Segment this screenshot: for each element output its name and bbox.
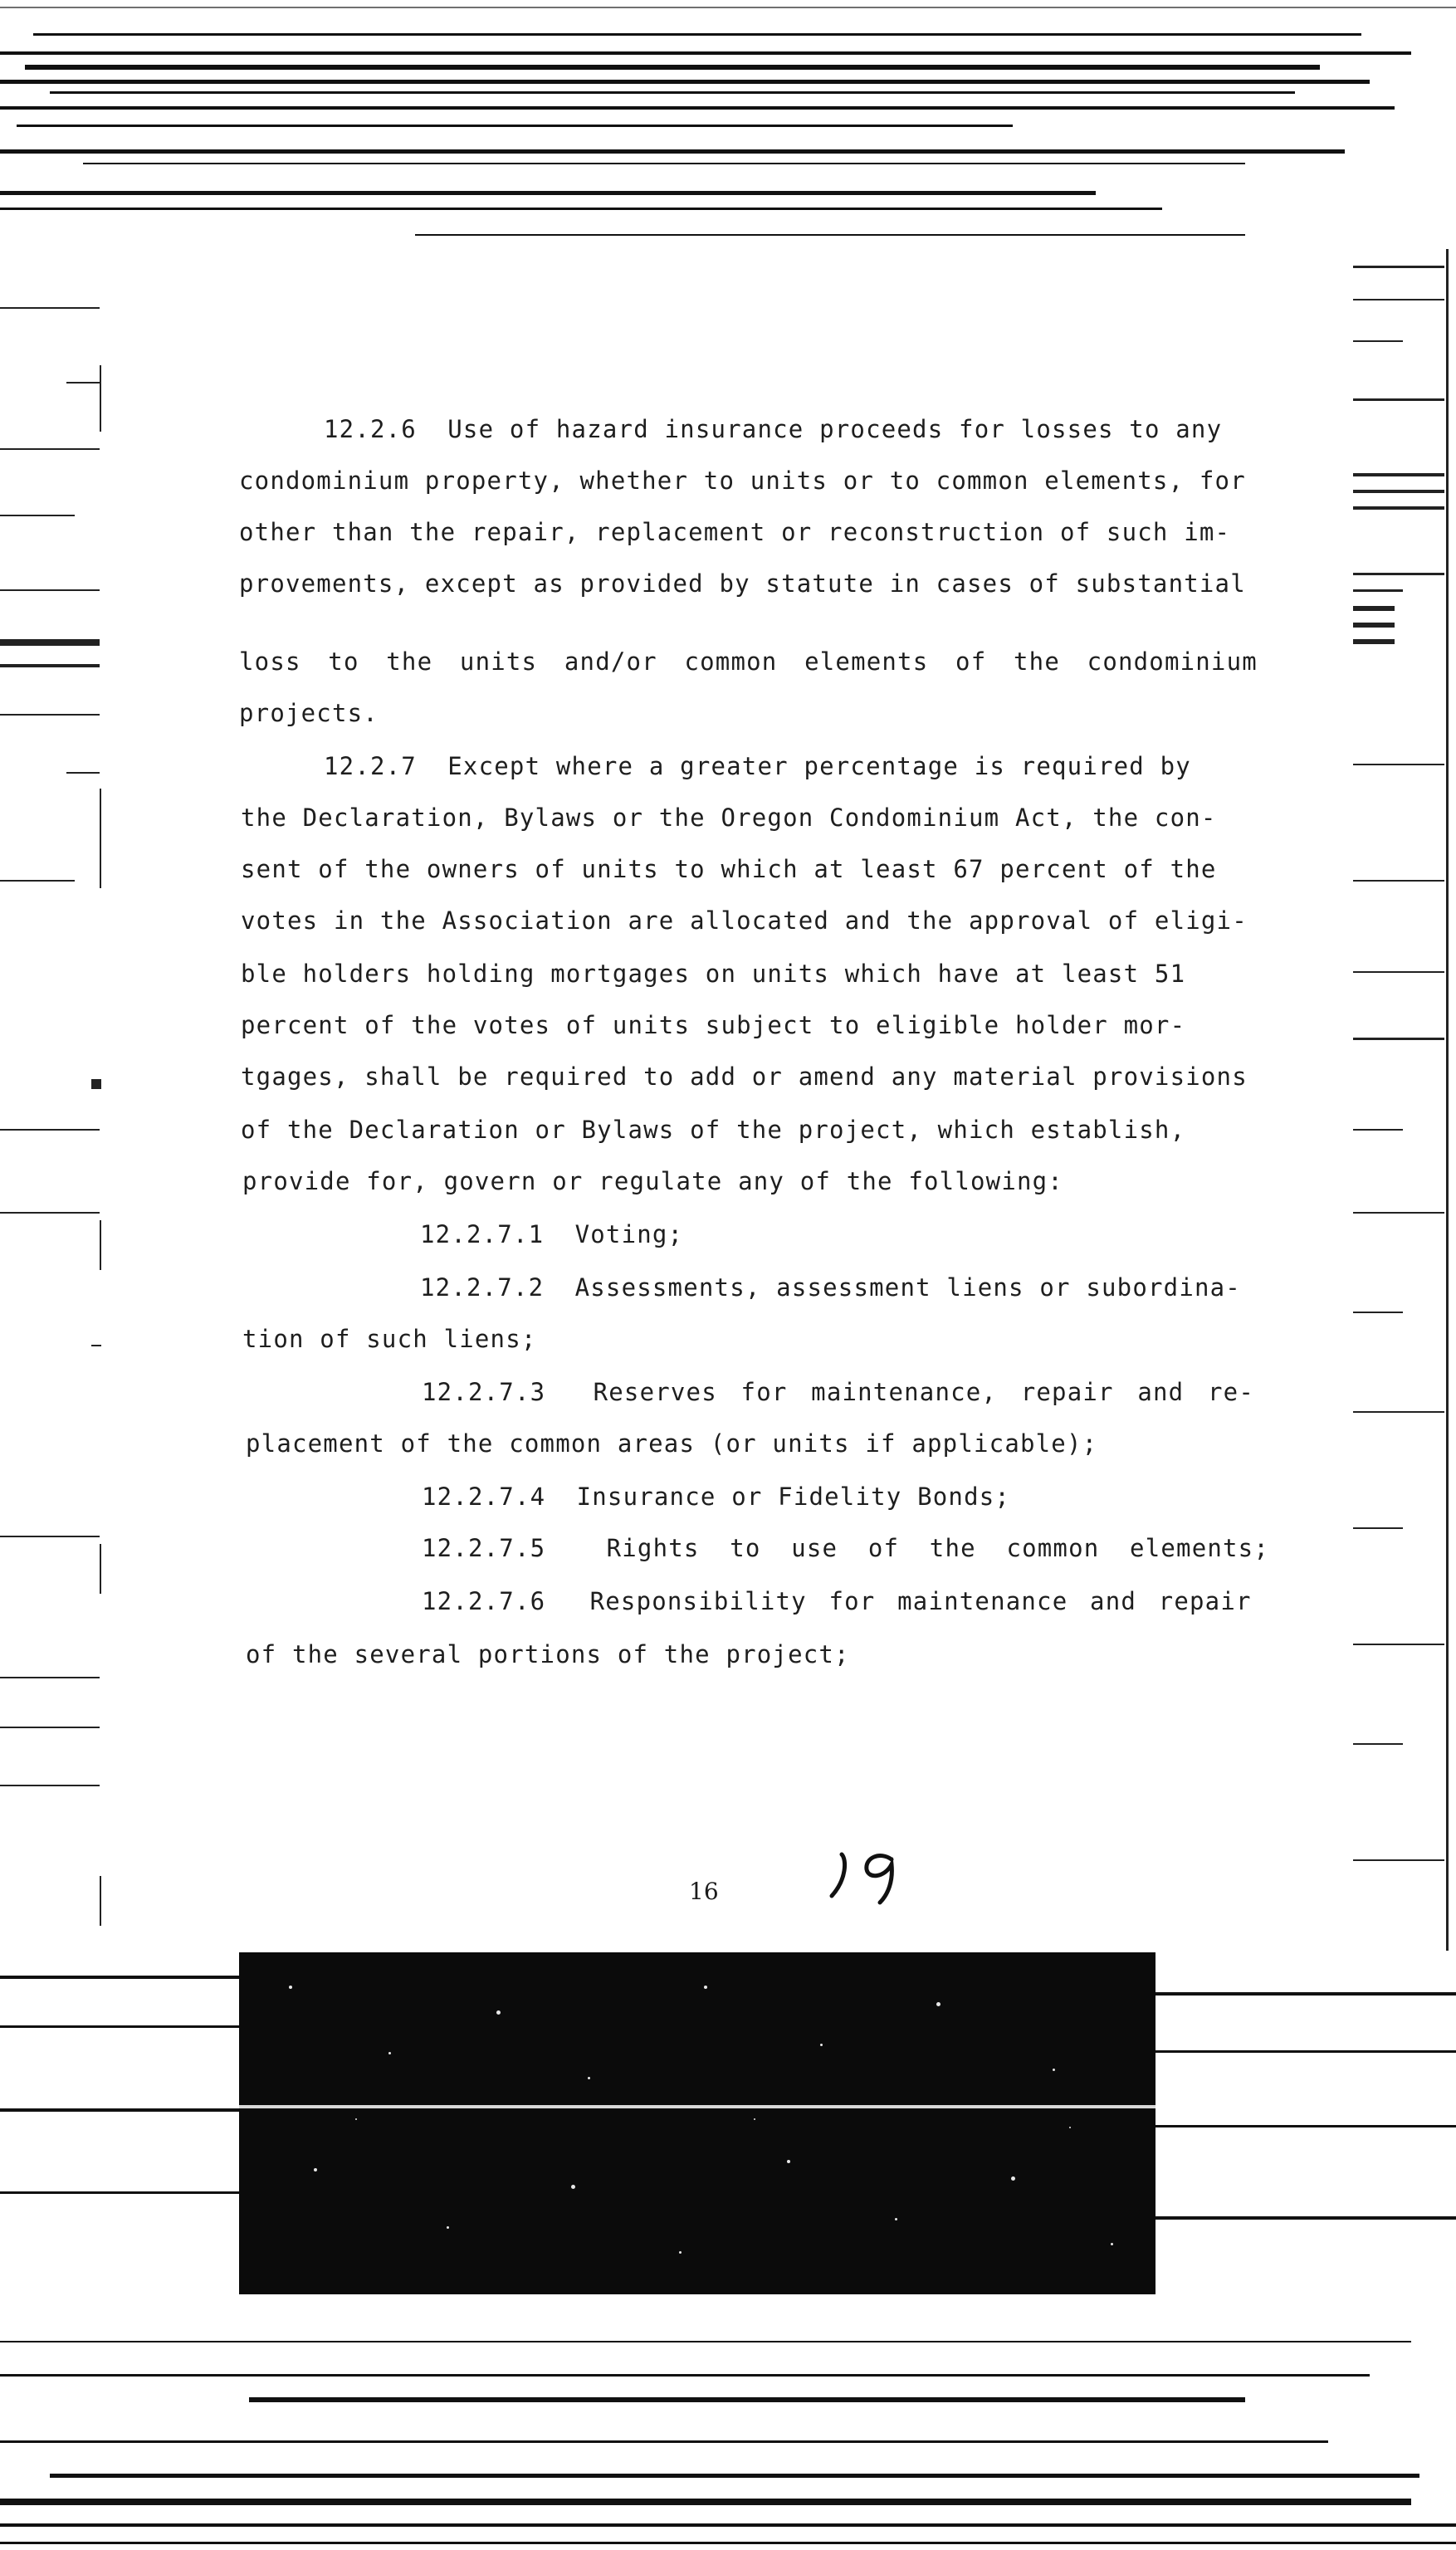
paragraph-12-2-7-line-2: the Declaration, Bylaws or the Oregon Condominium Act, the con- — [241, 804, 1217, 832]
subsection-12-2-7-3-line-2: placement of the common areas (or units if applicable); — [246, 1429, 1098, 1458]
paragraph-12-2-7-line-4: votes in the Association are allocated and the approval of eligi- — [241, 906, 1248, 935]
scan-noise-bottom — [0, 1942, 1456, 2550]
paragraph-12-2-6-line-1: 12.2.6 Use of hazard insurance proceeds for losses to any — [324, 415, 1223, 443]
paragraph-12-2-7-line-6: percent of the votes of units subject to eligible holder mor- — [241, 1011, 1186, 1039]
paragraph-12-2-6-line-5: loss to the units and/or common elements of the condominium — [239, 647, 1258, 676]
paragraph-12-2-7-line-9: provide for, govern or regulate any of the following: — [242, 1167, 1063, 1195]
handwritten-mark — [822, 1843, 905, 1909]
subsection-12-2-7-2-line-1: 12.2.7.2 Assessments, assessment liens or subordina- — [420, 1273, 1241, 1302]
subsection-12-2-7-2-line-2: tion of such liens; — [242, 1325, 537, 1353]
subsection-12-2-7-4: 12.2.7.4 Insurance or Fidelity Bonds; — [422, 1483, 1011, 1511]
page-number: 16 — [689, 1878, 719, 1905]
scan-noise-left-margin — [0, 249, 116, 1951]
subsection-12-2-7-6-line-2: of the several portions of the project; — [246, 1640, 850, 1668]
paragraph-12-2-6-line-4: provements, except as provided by statute in cases of substantial — [239, 569, 1246, 598]
paragraph-12-2-7-line-8: of the Declaration or Bylaws of the project, which establish, — [241, 1116, 1186, 1144]
scan-noise-right-margin — [1345, 249, 1456, 1951]
subsection-12-2-7-3-line-1: 12.2.7.3 Reserves for maintenance, repair and re- — [422, 1378, 1254, 1406]
paragraph-12-2-7-line-7: tgages, shall be required to add or amend any material provisions — [241, 1062, 1248, 1091]
paragraph-12-2-6-line-6: projects. — [239, 699, 379, 727]
paragraph-12-2-7-line-5: ble holders holding mortgages on units which have at least 51 — [241, 960, 1186, 988]
subsection-12-2-7-5: 12.2.7.5 Rights to use of the common elements; — [422, 1534, 1269, 1562]
paragraph-12-2-7-line-1: 12.2.7 Except where a greater percentage is required by — [324, 752, 1191, 780]
subsection-12-2-7-1: 12.2.7.1 Voting; — [420, 1220, 684, 1248]
paragraph-12-2-7-line-3: sent of the owners of units to which at least 67 percent of the — [241, 855, 1217, 883]
paragraph-12-2-6-line-2: condominium property, whether to units or to common elements, for — [239, 467, 1246, 495]
subsection-12-2-7-6-line-1: 12.2.7.6 Responsibility for maintenance and repair — [422, 1587, 1252, 1615]
scan-noise-top — [0, 0, 1456, 249]
paragraph-12-2-6-line-3: other than the repair, replacement or reconstruction of such im- — [239, 518, 1231, 546]
